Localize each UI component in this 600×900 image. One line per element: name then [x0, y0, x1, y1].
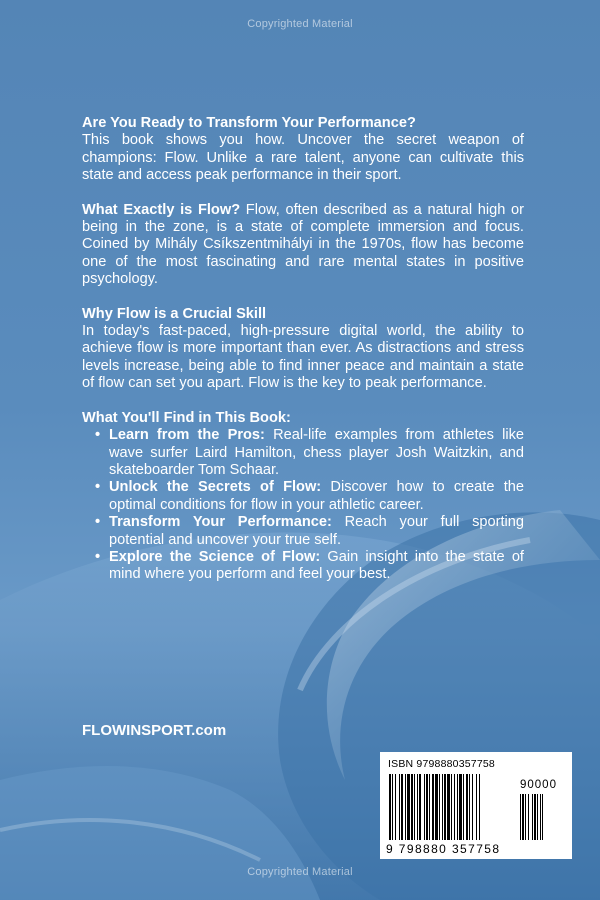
feature-item: [109, 427, 524, 479]
crucial-skill-body: In today's fast-paced, high-pressure digital world, the ability to achieve flow is more important than ever. As distractions and stress levels increase, being able to find inner peace and maintain a state of flow can set you apart. Flow is the key to peak performance.: [82, 323, 524, 392]
feature-title: Transform Your Performance:: [109, 514, 332, 531]
feature-title: Learn from the Pros:: [109, 427, 265, 444]
book-contents-section: [82, 410, 524, 584]
feature-title: Unlock the Secrets of Flow:: [109, 479, 322, 496]
feature-item: [109, 514, 524, 549]
feature-item: [109, 549, 524, 584]
feature-text: Discover how to create the optimal conditions for flow in your athletic career.: [109, 479, 524, 513]
isbn-label: ISBN 9798880357758: [388, 758, 495, 770]
isbn-barcode: [380, 752, 572, 859]
website-link[interactable]: FLOWINSPORT.com: [82, 722, 227, 739]
feature-list: [82, 427, 524, 584]
flow-definition-heading: What Exactly is Flow?: [82, 201, 241, 218]
intro-section: [82, 115, 524, 185]
feature-item: [109, 479, 524, 514]
flow-definition-body: Flow, often described as a natural high or being in the zone, is a state of complete immersion and focus. Coined by Mihály Csíkszentmihályi in the 1970s, flow has become one of the most fascinating and rare mental states in positive psychology.: [82, 201, 524, 288]
book-contents-heading: What You'll Find in This Book:: [82, 409, 291, 426]
copyright-watermark-top: Copyrighted Material: [247, 18, 353, 30]
price-code: 90000: [520, 779, 557, 791]
feature-text: Gain insight into the state of mind where you perform and feel your best.: [109, 548, 524, 583]
feature-text: Reach your full sporting potential and uncover your true self.: [109, 514, 524, 548]
back-cover-text: [82, 115, 524, 584]
copyright-watermark-bottom: Copyrighted Material: [247, 866, 353, 878]
flow-definition-section: [82, 202, 524, 289]
crucial-skill-section: [82, 306, 524, 393]
barcode-digits: 9 798880 357758: [386, 842, 501, 856]
feature-text: Real-life examples from athletes like wave surfer Laird Hamilton, chess player Josh Waitzkin, and skateboarder Tom Schaar.: [109, 427, 524, 478]
feature-title: Explore the Science of Flow:: [109, 548, 321, 565]
intro-heading: Are You Ready to Transform Your Performance?: [82, 115, 416, 131]
intro-body: This book shows you how. Uncover the secret weapon of champions: Flow. Unlike a rare talent, anyone can cultivate this state and access peak performance in their sport.: [82, 132, 524, 184]
crucial-skill-heading: Why Flow is a Crucial Skill: [82, 305, 267, 322]
